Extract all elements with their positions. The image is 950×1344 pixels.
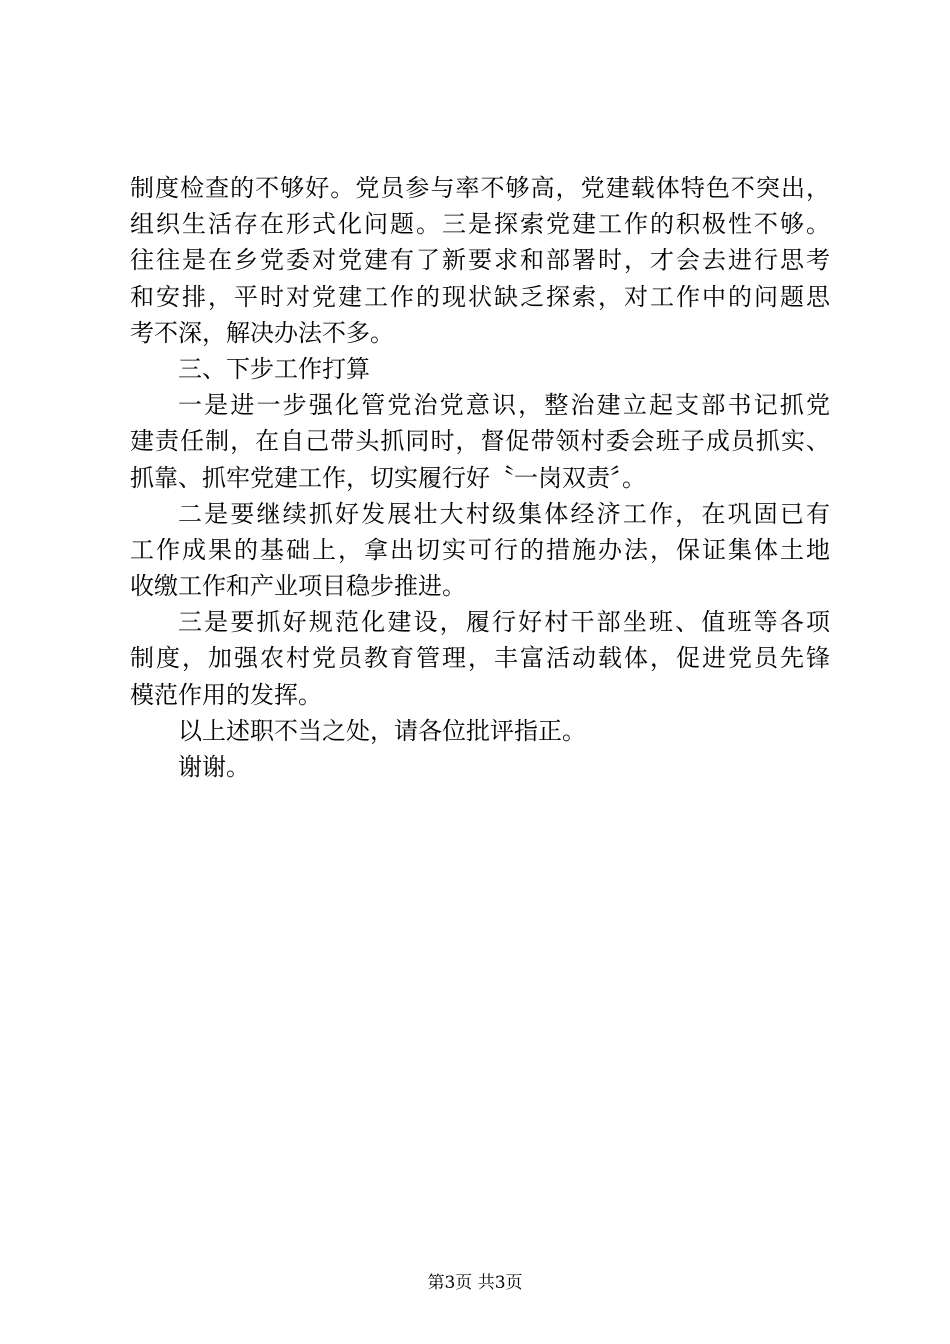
body-line: 三是要抓好规范化建设，履行好村干部坐班、值班等各项 — [178, 608, 830, 637]
document-body — [130, 170, 830, 785]
closing-line: 以上述职不当之处，请各位批评指正。 — [178, 716, 586, 745]
body-line: 工作成果的基础上，拿出切实可行的措施办法，保证集体土地 — [130, 535, 830, 564]
body-line: 建责任制，在自己带头抓同时，督促带领村委会班子成员抓实、 — [130, 427, 830, 456]
body-line: 和安排，平时对党建工作的现状缺乏探索，对工作中的问题思 — [130, 282, 830, 311]
page-number-footer: 第3页 共3页 — [427, 1273, 523, 1293]
body-line: 往往是在乡党委对党建有了新要求和部署时，才会去进行思考 — [130, 246, 830, 275]
body-line: 制度检查的不够好。党员参与率不够高，党建载体特色不突出， — [130, 174, 830, 202]
body-line: 抓靠、抓牢党建工作，切实履行好〝一岗双责〞。 — [130, 463, 646, 492]
body-line: 考不深，解决办法不多。 — [130, 318, 394, 347]
body-line: 组织生活存在形式化问题。三是探索党建工作的积极性不够。 — [130, 210, 830, 239]
body-line: 收缴工作和产业项目稳步推进。 — [130, 572, 466, 601]
section-heading: 三、下步工作打算 — [178, 354, 370, 383]
body-line: 二是要继续抓好发展壮大村级集体经济工作，在巩固已有 — [178, 499, 830, 528]
body-line: 制度，加强农村党员教育管理，丰富活动载体，促进党员先锋 — [130, 644, 830, 673]
body-line: 一是进一步强化管党治党意识，整治建立起支部书记抓党 — [178, 391, 830, 420]
thanks-line: 谢谢。 — [178, 753, 250, 781]
body-line: 模范作用的发挥。 — [130, 680, 322, 709]
